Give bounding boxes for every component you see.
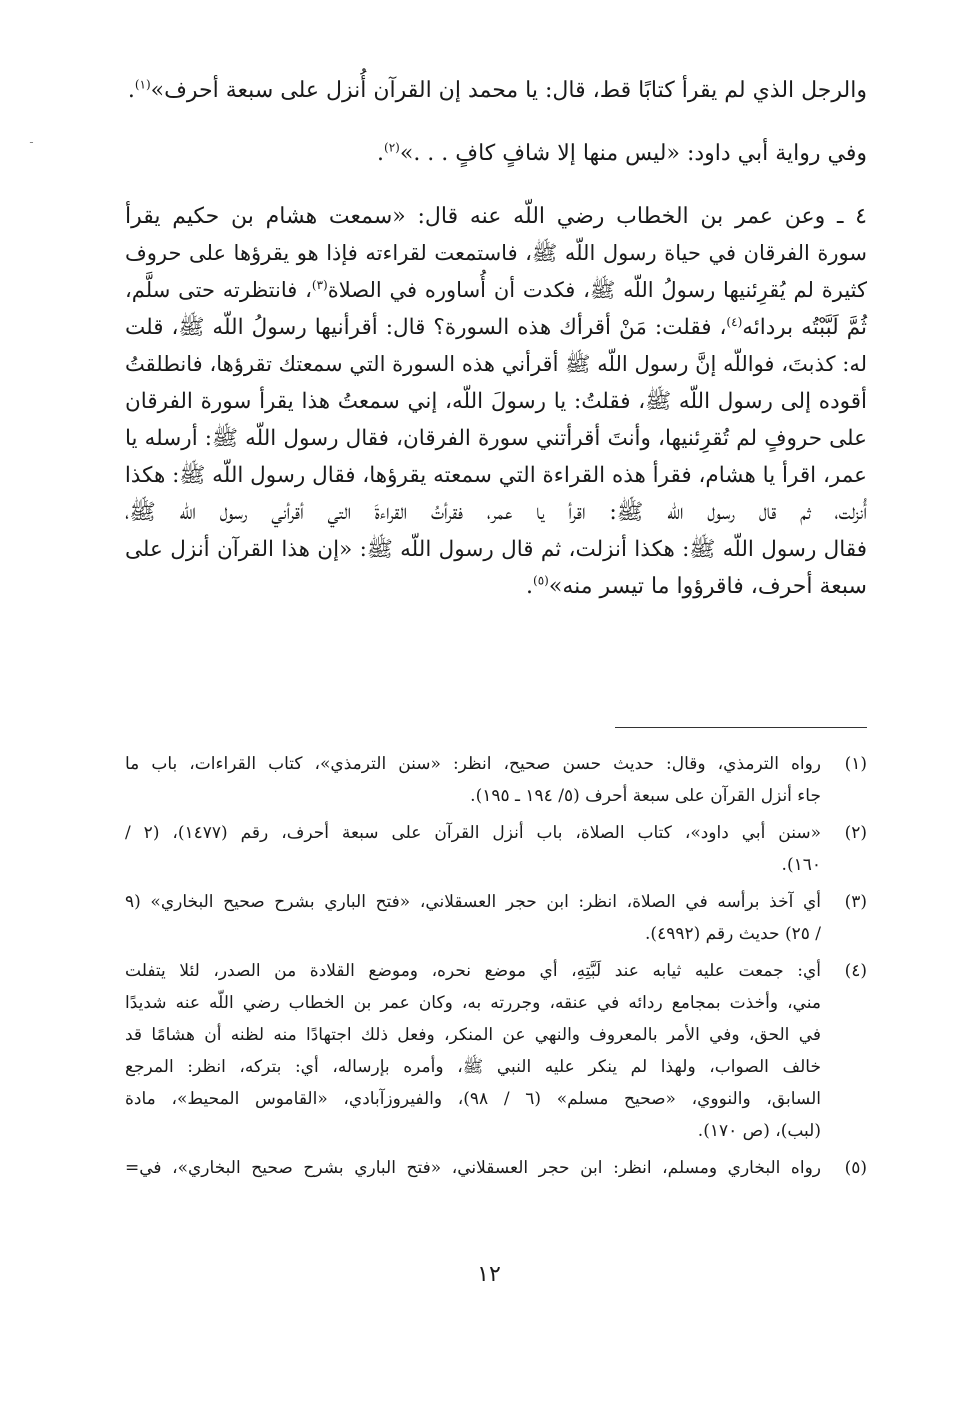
footnote-line: (لبب)، (ص ١٧٠). [697, 1121, 821, 1141]
footnote-separator [615, 727, 867, 728]
footnote-number: (٤) [844, 961, 867, 981]
footnote-line: / ٢٥) حديث رقم (٤٩٩٢). [645, 924, 821, 944]
paragraph-3-line: فقال رسول اللّه ﷺ: هكذا أنزلت، ثم قال رسول اللّه ﷺ: «إن هذا القرآن أنزل على [125, 537, 867, 562]
footnote-line: ١٦٠). [781, 855, 821, 875]
footnote-2 [125, 817, 867, 881]
footnote-ref-4[interactable]: (٤) [726, 314, 743, 329]
paragraph-3-line: ثُمَّ لَبَّبْتُه بردائه$^{(٤)}$، فقلت: مَنْ أقرأك هذه السورة؟ قال: أقرأنيها رسولُ اللّه ﷺ، قلت [125, 314, 867, 340]
footnote-ref-5[interactable]: (٥) [533, 573, 549, 588]
footnote-line: جاء أنزل القرآن على سبعة أحرف (٥/ ١٩٤ ـ ١٩٥). [470, 786, 821, 806]
paragraph-3-line: كثيرة لم يُقرِئنيها رسولُ اللّه ﷺ، فكدت أن أُساوره في الصلاة$^{(٣)}$، فانتظرته حتى سلَّم، [125, 278, 867, 302]
footnote-line: السابق، والنووي، «صحيح مسلم» (٦ / ٩٨)، والفيروزآبادي، «القاموس المحيط»، مادة [125, 1089, 822, 1109]
footnote-line: خالف الصواب، ولهذا لم ينكر عليه النبي ﷺ، وأمره بإرساله، أي: بتركه، انظر: المرجع [125, 1057, 821, 1077]
footnote-number: (٣) [844, 892, 867, 912]
footnote-4 [125, 955, 867, 1147]
footnote-5 [125, 1152, 867, 1184]
footnote-ref-2[interactable]: (٢) [384, 140, 400, 155]
main-text [125, 72, 867, 605]
paragraph-3-line: أقوده إلى رسول اللّه ﷺ، فقلتُ: يا رسولَ اللّه، إني سمعتُ هذا يقرأ سورة الفرقان [125, 389, 867, 414]
footnote-line: أي آخذ برأسه في الصلاة، انظر: ابن حجر العسقلاني، «فتح الباري بشرح صحيح البخاري» (٩ [125, 892, 821, 912]
footnote-3 [125, 886, 867, 950]
paragraph-3-line: سبعة أحرف، فاقرؤوا ما تيسر منه»$^{(٥)}$. [526, 573, 867, 599]
page-number: ١٢ [477, 1262, 501, 1287]
footnotes [125, 748, 867, 1189]
paragraph-3-line: سورة الفرقان في حياة رسول اللّه ﷺ، فاستمعت لقراءته فإذا هو يقرؤها على حروف [125, 241, 867, 265]
paragraph-3-line: عمر، اقرأ يا هشام، فقرأ هذه القراءة التي سمعته يقرؤها، فقال رسول اللّه ﷺ: هكذا [124, 463, 867, 488]
footnote-number: (١) [844, 754, 867, 774]
paragraph-2-line: وفي رواية أبي داود: «ليس منها إلا شافٍ كافٍ . . .»$^{(٢)}$. [377, 140, 867, 166]
footnote-number: (٢) [844, 823, 867, 843]
paragraph-3-line: أُنزلت، ثم قال رسول اللّه ﷺ: اقرأ يا عمر، فقرأتُ القراءةَ التي أقرأني رسول اللّه ﷺ، [125, 500, 867, 525]
paragraph-3-line: له: كذبتَ، فواللّه إنَّ رسول اللّه ﷺ أقرأني هذه السورة التي سمعتك تقرؤها، فانطلقتُ [125, 352, 867, 376]
footnote-line: «سنن أبي داود»، كتاب الصلاة، باب أنزل القرآن على سبعة أحرف، رقم (١٤٧٧)، (٢ / [125, 823, 822, 843]
paragraph-3-line: ٤ ـ وعن عمر بن الخطاب رضي اللّه عنه قال: «سمعت هشام بن حكيم يقرأ [125, 204, 867, 229]
footnote-line: أي: جمعت عليه ثيابه عند لَبَّتِهِ، أي موضع نحره، وموضع القلادة من الصدر، لئلا يتفلت [125, 961, 821, 981]
footnote-line: مني، وأخذت بمجامع ردائه في عنقه، وجررته به، وكان عمر بن الخطاب رضي اللّه عنه شديدًا [125, 993, 821, 1013]
footnote-number: (٥) [844, 1158, 867, 1178]
margin-mark: ـ [30, 135, 33, 146]
footnote-1 [125, 748, 867, 812]
paragraph-3-line: على حروفٍ لم تُقرِئنيها، وأنتَ أقرأتني سورة الفرقان، فقال رسول اللّه ﷺ: أرسله يا [125, 426, 867, 451]
footnote-line: رواه البخاري ومسلم، انظر: ابن حجر العسقلاني، «فتح الباري بشرح صحيح البخاري»، في= [125, 1158, 821, 1178]
footnote-ref-3[interactable]: (٣) [311, 278, 328, 292]
footnote-ref-1[interactable]: (١) [134, 77, 151, 92]
paragraph-1-line: والرجل الذي لم يقرأ كتابًا قط، قال: يا محمد إن القرآن أُنزل على سبعة أحرف»$^{(١)}$. [127, 77, 867, 103]
footnote-line: في الحق، وفي الأمر بالمعروف والنهي عن المنكر، وفعل ذلك اجتهادًا منه لظنه أن هشامًا قد [125, 1025, 821, 1045]
footnote-line: رواه الترمذي، وقال: حديث حسن صحيح، انظر: «سنن الترمذي»، كتاب القراءات، باب ما [125, 754, 821, 774]
